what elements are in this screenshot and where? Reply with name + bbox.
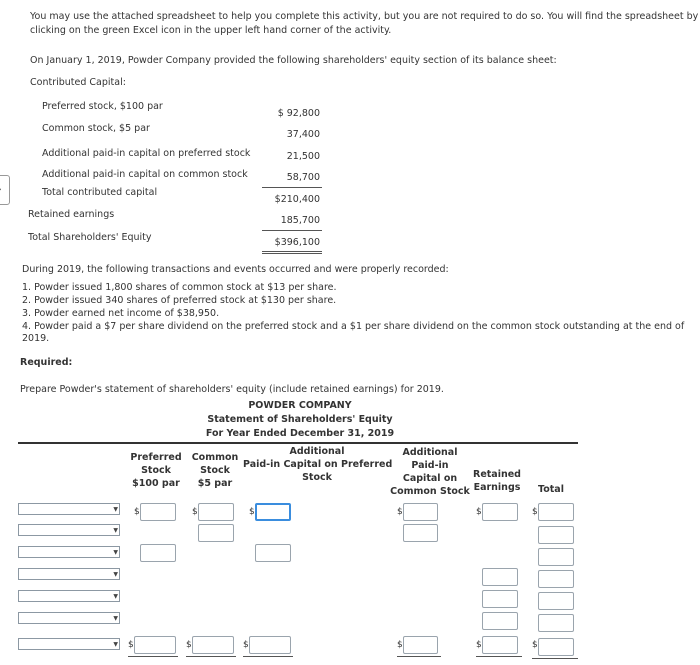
total-rule [262,230,322,231]
during-text: During 2019, the following transactions and events occurred and were properly recorded: [22,264,449,275]
previous-arrow-button[interactable] [0,175,10,205]
end-rule-apic-common [397,656,441,657]
intro-line-2: clicking on the green Excel icon in the upper left hand corner of the activity. [30,25,392,36]
col-header-retained: Retained Earnings [473,469,521,493]
total-input-r3[interactable] [538,548,574,566]
row-label-select-7[interactable] [18,638,120,650]
balance-value-5: 185,700 [280,215,320,226]
setup-text: On January 1, 2019, Powder Company provided the following shareholders' equity section of its balance sheet: [30,55,557,66]
chevron-down-icon: ▼ [113,641,118,648]
pref-input-r3[interactable] [140,544,176,562]
row-label-select-5[interactable] [18,590,120,602]
currency-symbol: $ [186,640,192,650]
transaction-3: 3. Powder earned net income of $38,950. [22,308,220,319]
row-label-select-1[interactable] [18,503,120,515]
balance-label-1: Common stock, $5 par [42,123,150,134]
heading-rule [18,442,578,444]
balance-value-6: $396,100 [274,237,320,248]
balance-value-1: 37,400 [286,129,320,140]
retained-input-r6[interactable] [482,612,518,630]
end-rule-common [186,656,236,657]
balance-label-0: Preferred stock, $100 par [42,101,163,112]
total-input-end[interactable] [538,638,574,656]
currency-symbol: $ [134,507,140,517]
chevron-down-icon: ▼ [113,549,118,556]
statement-period: For Year Ended December 31, 2019 [205,428,395,439]
required-label: Required: [20,357,73,368]
currency-symbol: $ [532,507,538,517]
end-rule-pref [128,656,178,657]
apic-pref-input-r1[interactable] [255,503,291,521]
common-input-end[interactable] [192,636,234,654]
balance-value-4: $210,400 [274,194,320,205]
common-input-r2[interactable] [198,524,234,542]
company-name: POWDER COMPANY [248,400,352,411]
row-label-select-3[interactable] [18,546,120,558]
apic-pref-input-r3[interactable] [255,544,291,562]
row-label-select-2[interactable] [18,524,120,536]
col-header-common: Common Stock $5 par [191,452,239,489]
retained-input-r5[interactable] [482,590,518,608]
contributed-capital-label: Contributed Capital: [30,77,126,88]
end-rule-apic-pref [243,656,293,657]
common-input-r1[interactable] [198,503,234,521]
total-input-r5[interactable] [538,592,574,610]
apic-pref-input-end[interactable] [249,636,291,654]
chevron-right-icon [0,182,2,196]
total-input-r4[interactable] [538,570,574,588]
balance-label-6: Total Shareholders' Equity [28,232,152,243]
chevron-down-icon: ▼ [113,527,118,534]
currency-symbol: $ [397,640,403,650]
currency-symbol: $ [476,640,482,650]
balance-value-0: $ 92,800 [277,108,320,119]
currency-symbol: $ [476,507,482,517]
chevron-down-icon: ▼ [113,615,118,622]
double-rule-1 [262,251,322,252]
col-header-preferred: Preferred Stock $100 par [130,452,182,489]
total-input-r2[interactable] [538,526,574,544]
currency-symbol: $ [128,640,134,650]
balance-label-2: Additional paid-in capital on preferred stock [42,148,251,159]
transaction-1: 1. Powder issued 1,800 shares of common stock at $13 per share. [22,282,337,293]
total-input-r6[interactable] [538,614,574,632]
transaction-2: 2. Powder issued 340 shares of preferred stock at $130 per share. [22,295,337,306]
currency-symbol: $ [249,507,255,517]
balance-value-2: 21,500 [286,151,320,162]
required-text: Prepare Powder's statement of shareholders' equity (include retained earnings) for 2019. [20,384,444,395]
currency-symbol: $ [243,640,249,650]
pref-input-r1[interactable] [140,503,176,521]
row-label-select-4[interactable] [18,568,120,580]
currency-symbol: $ [192,507,198,517]
col-header-apic-preferred: Additional Paid-in Capital on Preferred Stock [243,446,393,483]
intro-line-1: You may use the attached spreadsheet to help you complete this activity, but you are not required to do so. You will find the spreadsheet by [30,11,699,22]
col-header-apic-common: Additional Paid-in Capital on Common Stock [390,447,470,497]
balance-label-4: Total contributed capital [42,187,158,198]
retained-input-r4[interactable] [482,568,518,586]
total-input-r1[interactable] [538,503,574,521]
subtotal-rule [262,187,322,188]
currency-symbol: $ [532,640,538,650]
end-rule-total [532,658,578,659]
end-rule-retained [476,656,522,657]
statement-title: Statement of Shareholders' Equity [207,414,393,425]
apic-common-input-end[interactable] [403,636,438,654]
chevron-down-icon: ▼ [113,593,118,600]
retained-input-r1[interactable] [482,503,518,521]
row-label-select-6[interactable] [18,612,120,624]
pref-input-end[interactable] [134,636,176,654]
currency-symbol: $ [397,507,403,517]
col-header-total: Total [538,484,564,495]
chevron-down-icon: ▼ [113,571,118,578]
transaction-4: 4. Powder paid a $7 per share dividend on the preferred stock and a $1 per share dividend on the common stock outstanding at the end of [22,321,685,332]
apic-common-input-r1[interactable] [403,503,438,521]
double-rule-2 [262,253,322,254]
transaction-4-cont: 2019. [22,333,50,344]
retained-input-end[interactable] [482,636,518,654]
balance-label-3: Additional paid-in capital on common stock [42,169,248,180]
balance-label-5: Retained earnings [28,209,115,220]
chevron-down-icon: ▼ [113,506,118,513]
balance-value-3: 58,700 [286,172,320,183]
apic-common-input-r2[interactable] [403,524,438,542]
